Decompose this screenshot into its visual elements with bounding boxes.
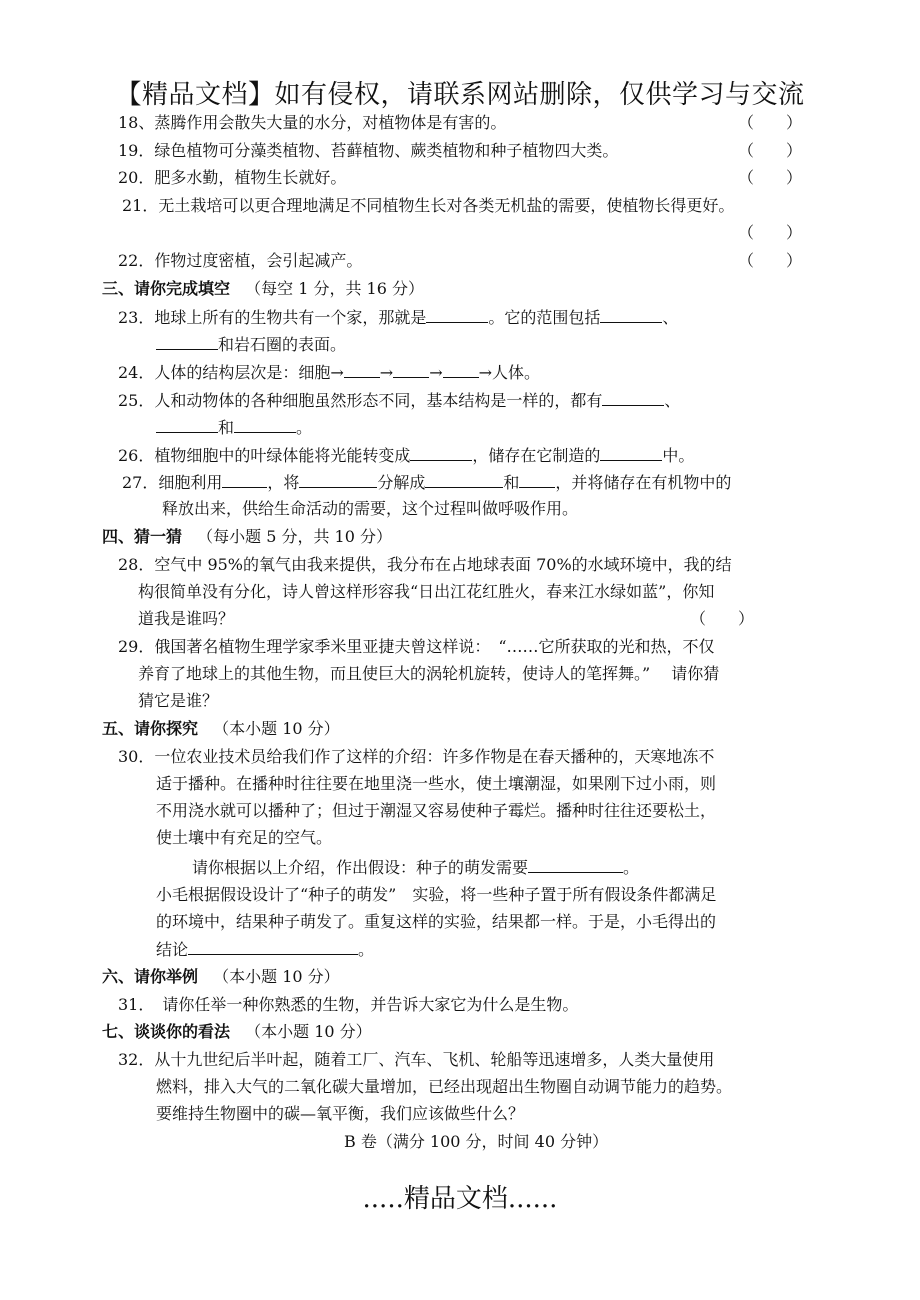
section-5-note: （本小题 10 分） [213, 719, 340, 738]
hypothesis-blank [528, 856, 623, 873]
question-24 [118, 361, 540, 384]
blank [222, 471, 267, 488]
q26-text-b: ，储存在它制造的 [472, 446, 601, 465]
question-30-line-6: 小毛根据假设设计了“种子的萌发” 实验，将一些种子置于所有假设条件都满足 [156, 885, 717, 904]
q27-text-d: 和 [503, 473, 520, 492]
question-23 [118, 306, 678, 329]
question-29-line-3: 猜它是谁？ [138, 691, 219, 710]
q27-text-b: ，将 [267, 473, 300, 492]
q23-text-c: 、 [662, 308, 679, 327]
question-30-line-2: 适于播种。在播种时往往要在地里浇一些水，使土壤潮湿，如果刚下过小雨，则 [156, 774, 717, 793]
q23-text-d: 和岩石圈的表面。 [218, 335, 347, 354]
question-21: 21．无土栽培可以更合理地满足不同植物生长对各类无机盐的需要，使植物长得更好。 [122, 196, 735, 215]
question-32-line-1: 32．从十九世纪后半叶起，随着工厂、汽车、飞机、轮船等迅速增多，人类大量使用 [118, 1050, 715, 1069]
arrow: → [429, 363, 443, 382]
blank [600, 444, 662, 461]
question-18: 18、蒸腾作用会散失大量的水分，对植物体是有害的。 [118, 113, 507, 132]
watermark-footer: .....精品文档...... [362, 1184, 558, 1214]
arrow: → [379, 363, 394, 382]
answer-paren-20: （ ） [738, 168, 803, 187]
section-5-title: 五、请你探究 [102, 719, 199, 738]
conclusion-end: 。 [358, 940, 375, 959]
conclusion-blank [188, 938, 358, 955]
q24-text-e: →人体。 [478, 363, 541, 382]
section-5-heading [102, 718, 340, 740]
question-28-line-2: 构很简单没有分化，诗人曾这样形容我“日出江花红胜火，春来江水绿如蓝”，你知 [138, 582, 715, 601]
section-6-title: 六、请你举例 [102, 967, 199, 986]
q27-text-e: ，并将储存在有机物中的 [555, 473, 732, 492]
b-volume-heading: B 卷（满分 100 分，时间 40 分钟） [344, 1132, 609, 1151]
question-29-line-2: 养育了地球上的其他生物，而且使巨大的涡轮机旋转，使诗人的笔挥舞。” 请你猜 [138, 664, 720, 683]
section-4-heading [102, 526, 392, 548]
q23-text-a: 23．地球上所有的生物共有一个家，那就是 [118, 308, 427, 327]
section-7-title: 七、谈谈你的看法 [102, 1022, 231, 1041]
q24-text-a: 24．人体的结构层次是：细胞→ [118, 363, 344, 382]
q26-text-a: 26．植物细胞中的叶绿体能将光能转变成 [118, 446, 411, 465]
question-30-line-7: 的环境中，结果种子萌发了。重复这样的实验，结果都一样。于是，小毛得出的 [156, 912, 717, 931]
question-30-line-1: 30．一位农业技术员给我们作了这样的介绍：许多作物是在春天播种的，天寒地冻不 [118, 747, 715, 766]
section-6-note: （本小题 10 分） [213, 967, 340, 986]
blank [425, 471, 503, 488]
q25-text-a: 25．人和动物体的各种细胞虽然形态不同，基本结构是一样的，都有 [118, 391, 603, 410]
hypothesis-end: 。 [623, 858, 640, 877]
question-19: 19．绿色植物可分藻类植物、苔藓植物、蕨类植物和种子植物四大类。 [118, 141, 619, 160]
watermark-header: 【精品文档】如有侵权，请联系网站删除，仅供学习与交流 [115, 80, 805, 110]
question-25-cont [156, 416, 312, 439]
question-25 [118, 389, 680, 412]
question-27 [122, 471, 731, 494]
q25-text-b: 、 [664, 391, 681, 410]
answer-paren-21: （ ） [738, 223, 803, 242]
q25-text-c: 和 [218, 418, 235, 437]
question-28-line-3: 道我是谁吗？ [138, 609, 235, 628]
section-3-title: 三、请你完成填空 [102, 279, 231, 298]
q27-text-a: 27．细胞利用 [122, 473, 223, 492]
answer-paren-19: （ ） [738, 141, 803, 160]
blank [156, 416, 218, 433]
blank [443, 361, 479, 378]
question-27-cont: 释放出来，供给生命活动的需要，这个过程叫做呼吸作用。 [162, 499, 579, 518]
question-31: 31． 请你任举一种你熟悉的生物，并告诉大家它为什么是生物。 [118, 995, 579, 1014]
hypothesis-text: 请你根据以上介绍，作出假设：种子的萌发需要 [192, 858, 529, 877]
question-29-line-1: 29．俄国著名植物生理学家季米里亚捷夫曾这样说： “……它所获取的光和热，不仅 [118, 637, 715, 656]
section-3-note: （每空 1 分，共 16 分） [245, 279, 424, 298]
q27-text-c: 分解成 [377, 473, 426, 492]
q23-text-b: 。它的范围包括 [488, 308, 601, 327]
blank [393, 361, 429, 378]
blank [299, 471, 377, 488]
conclusion-text: 结论 [156, 940, 189, 959]
question-22: 22．作物过度密植，会引起减产。 [118, 251, 363, 270]
blank [600, 306, 662, 323]
section-4-title: 四、猜一猜 [102, 527, 183, 546]
blank [519, 471, 555, 488]
question-30-line-3: 不用浇水就可以播种了；但过于潮湿又容易使种子霉烂。播种时往往还要松土， [156, 801, 717, 820]
blank [156, 333, 218, 350]
blank [602, 389, 664, 406]
blank [344, 361, 380, 378]
question-32-line-3: 要维持生物圈中的碳—氧平衡，我们应该做些什么？ [156, 1104, 525, 1123]
question-30-line-4: 使土壤中有充足的空气。 [156, 828, 333, 847]
blank [234, 416, 296, 433]
section-7-note: （本小题 10 分） [245, 1022, 372, 1041]
question-30-hypothesis [192, 856, 639, 879]
question-20: 20．肥多水勤，植物生长就好。 [118, 168, 347, 187]
answer-paren-28: （ ） [690, 609, 755, 628]
blank [426, 306, 488, 323]
section-7-heading [102, 1021, 372, 1043]
question-30-conclusion [156, 938, 374, 961]
section-4-note: （每小题 5 分，共 10 分） [197, 527, 392, 546]
answer-paren-18: （ ） [738, 113, 803, 132]
question-23-cont [156, 333, 346, 356]
section-3-heading [102, 278, 424, 300]
section-6-heading [102, 966, 340, 988]
question-28-line-1: 28．空气中 95%的氧气由我来提供，我分布在占地球表面 70%的水域环境中，我的结 [118, 555, 732, 574]
q25-text-d: 。 [296, 418, 313, 437]
answer-paren-22: （ ） [738, 251, 803, 270]
blank [410, 444, 472, 461]
question-26 [118, 444, 694, 467]
question-32-line-2: 燃料，排入大气的二氧化碳大量增加，已经出现超出生物圈自动调节能力的趋势。 [156, 1077, 733, 1096]
q26-text-c: 中。 [662, 446, 695, 465]
